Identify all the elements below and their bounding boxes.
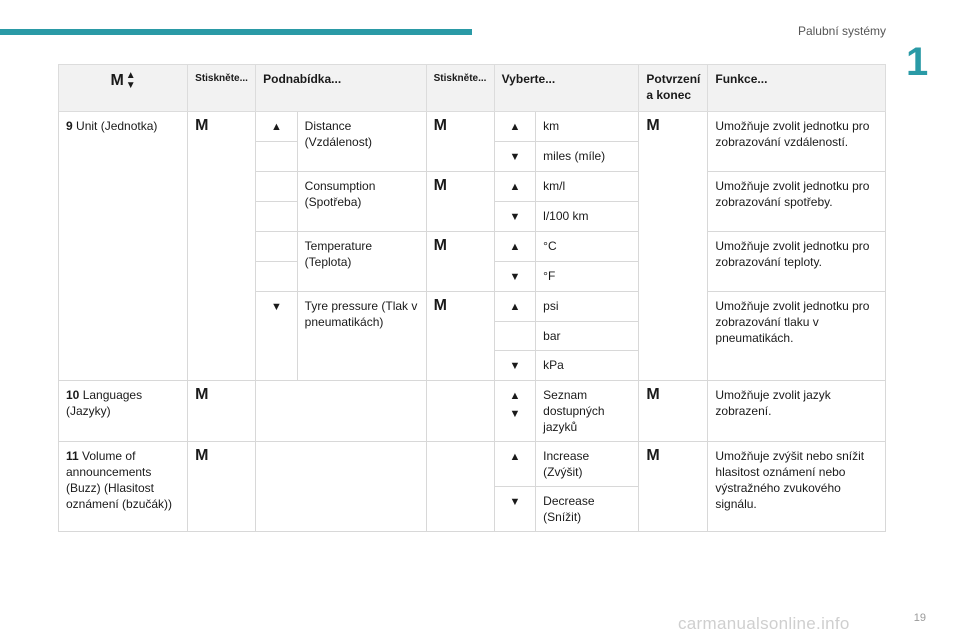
chapter-number: 1: [906, 40, 929, 84]
down-arrow-icon: ▼: [494, 202, 536, 232]
m-button-icon: M: [188, 442, 256, 532]
menu-item-languages: [59, 381, 188, 442]
m-button-icon: M: [639, 442, 708, 532]
option-increase: Increase (Zvýšit): [536, 442, 639, 487]
up-arrow-icon: ▲: [494, 292, 536, 322]
header-select: Vyberte...: [494, 65, 639, 112]
option-miles: miles (míle): [536, 142, 639, 172]
option-language-list: Seznam dostupných jazyků: [536, 381, 639, 442]
function-consumption: Umožňuje zvolit jednotku pro zobrazování spotřeby.: [708, 172, 886, 232]
item-label: Languages (Jazyky): [66, 388, 143, 418]
header-confirm: Potvrzení a konec: [639, 65, 708, 112]
up-arrow-icon: ▲: [494, 442, 536, 487]
down-arrow-icon: ▼: [125, 80, 136, 91]
option-decrease: Decrease (Snížit): [536, 487, 639, 532]
function-volume: Umožňuje zvýšit nebo snížit hlasitost oznámení nebo výstražného zvukového signálu.: [708, 442, 886, 532]
option-km-l: km/l: [536, 172, 639, 202]
settings-menu-table: [58, 64, 886, 532]
function-languages: Umožňuje zvolit jazyk zobrazení.: [708, 381, 886, 442]
menu-item-unit: [59, 112, 188, 381]
item-label: Unit (Jednotka): [76, 119, 158, 133]
option-fahrenheit: °F: [536, 262, 639, 292]
up-arrow-icon: ▲: [256, 112, 298, 142]
option-bar: bar: [536, 322, 639, 351]
item-number: 9: [66, 119, 73, 133]
option-psi: psi: [536, 292, 639, 322]
m-button-icon: M: [426, 292, 494, 381]
table-row: [59, 381, 886, 442]
up-down-arrows-icon: ▲ ▼: [494, 381, 536, 442]
header-function: Funkce...: [708, 65, 886, 112]
down-arrow-icon: ▼: [256, 292, 298, 381]
function-distance: Umožňuje zvolit jednotku pro zobrazování vzdáleností.: [708, 112, 886, 172]
function-tyre-pressure: Umožňuje zvolit jednotku pro zobrazování tlaku v pneumatikách.: [708, 292, 886, 381]
option-km: km: [536, 112, 639, 142]
table-row: [59, 442, 886, 487]
down-arrow-icon: ▼: [494, 142, 536, 172]
m-button-icon: M: [639, 381, 708, 442]
submenu-distance: Distance (Vzdálenost): [297, 112, 426, 172]
option-celsius: °C: [536, 232, 639, 262]
down-arrow-icon: ▼: [494, 262, 536, 292]
header-submenu: Podnabídka...: [256, 65, 427, 112]
m-button-icon: M: [426, 232, 494, 292]
m-button-icon: M: [426, 172, 494, 232]
header-accent-bar: [0, 29, 472, 35]
header-press-2: Stiskněte...: [426, 65, 494, 112]
table-header-row: [59, 65, 886, 112]
up-arrow-icon: ▲: [125, 70, 136, 81]
table-row: [59, 112, 886, 142]
m-button-icon: M: [188, 112, 256, 381]
watermark: carmanualsonline.info: [678, 614, 850, 633]
m-button-icon: M: [426, 112, 494, 172]
m-button-icon: M: [188, 381, 256, 442]
item-number: 10: [66, 388, 80, 402]
up-arrow-icon: ▲: [494, 172, 536, 202]
item-number: 11: [66, 449, 79, 463]
option-l-100km: l/100 km: [536, 202, 639, 232]
item-label: Volume of announcements (Buzz) (Hlasitost oznámení (bzučák)): [66, 449, 173, 511]
header-m-updown: [59, 65, 188, 112]
option-kpa: kPa: [536, 351, 639, 381]
function-temperature: Umožňuje zvolit jednotku pro zobrazování teploty.: [708, 232, 886, 292]
down-arrow-icon: ▼: [494, 487, 536, 532]
m-button-icon: M: [110, 72, 124, 89]
m-button-icon: M: [639, 112, 708, 381]
submenu-consumption: Consumption (Spotřeba): [297, 172, 426, 232]
section-title: Palubní systémy: [797, 24, 886, 38]
header-press-1: Stiskněte...: [188, 65, 256, 112]
submenu-temperature: Temperature (Teplota): [297, 232, 426, 292]
menu-item-volume: [59, 442, 188, 532]
up-arrow-icon: ▲: [494, 112, 536, 142]
submenu-tyre-pressure: Tyre pressure (Tlak v pneumatikách): [297, 292, 426, 381]
page-number: 19: [913, 612, 926, 624]
down-arrow-icon: ▼: [494, 351, 536, 381]
up-arrow-icon: ▲: [494, 232, 536, 262]
